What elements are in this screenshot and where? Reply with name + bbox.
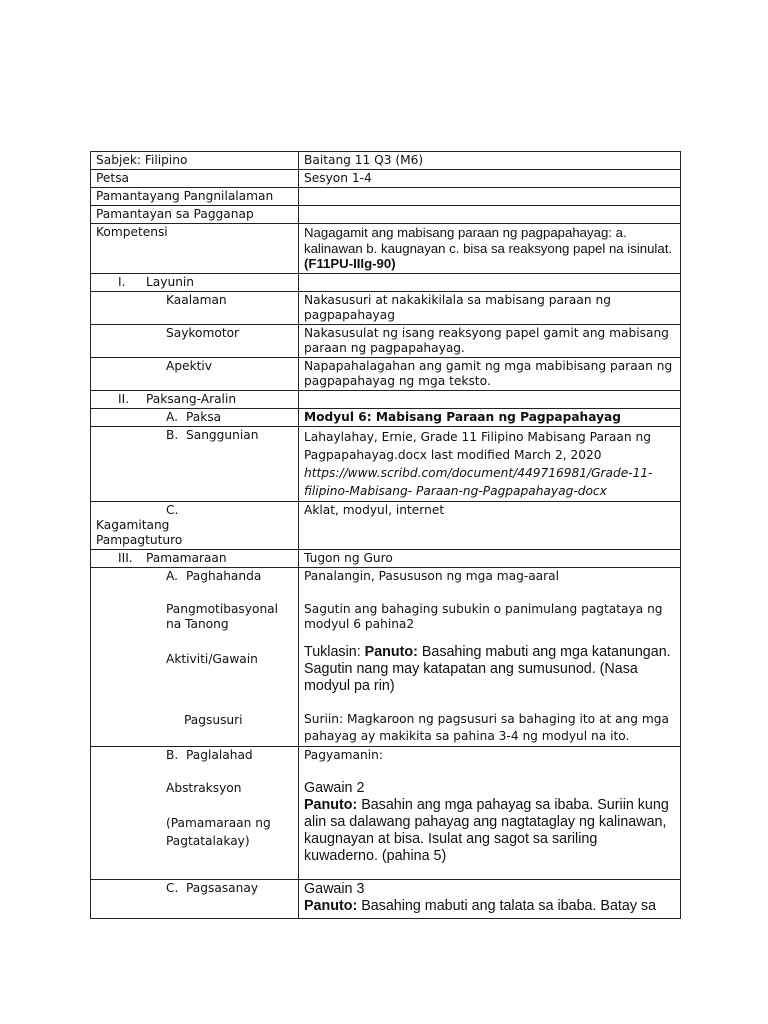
affective-text: Apektiv [166,358,213,373]
item-label: Pagsasanay [186,880,259,895]
task-3-title: Gawain 3 [304,880,365,897]
task-3-instruction [304,898,675,915]
reference-text: Lahaylahay, Ernie, Grade 11 Filipino Mabisang Paraan ng Pagpapahayag.docx last modified March 2, 2020 [304,429,651,462]
date-label: Petsa [91,170,299,188]
competency-code: (F11PU-IIIg-90) [304,256,396,271]
knowledge-text: Kaalaman [166,292,227,307]
table-row [91,390,681,408]
affective-value: Napapahalagahan ang gamit ng mga mabibisang paraan ng pagpapahayag ng mga teksto. [299,357,681,390]
table-row [91,879,681,918]
practice-cell [91,879,299,918]
item-label: Paksa [186,409,222,424]
task-2-body: Basahin ang mga pahayag sa ibaba. Suriin kung alin sa dalawang pahayag ang nagtataglay ng kalinawan, kaugnayan at bisa. Isulat ang sagot sa sariling kuwaderno. (pahina 5) [304,796,669,864]
grade-level: Baitang 11 Q3 (M6) [299,152,681,170]
materials-label [91,501,299,549]
reference-label [91,426,299,501]
empty-cell [299,273,681,291]
competency-label: Kompetensi [91,224,299,274]
enrich-label: Pagyamanin: [304,747,383,762]
table-row [91,291,681,324]
abstraction-label: Abstraksyon [166,780,242,795]
activity-label: Aktiviti/Gawain [166,651,258,666]
presentation-response [299,746,681,879]
section-label: Layunin [146,274,195,289]
activity-text [304,644,675,695]
content-standard-label: Pamantayang Pangnilalaman [91,188,299,206]
psychomotor-label [91,324,299,357]
section-numeral: II. [118,391,130,406]
teacher-response-heading: Tugon ng Guro [299,549,681,567]
psychomotor-value: Nakasusulat ng isang reaksyong papel gamit ang mabisang paraan ng pagpapahayag. [299,324,681,357]
table-row [91,567,681,746]
item-letter: B. [166,427,179,442]
activity-prefix: Tuklasin: [304,643,365,660]
objectives-heading [91,273,299,291]
performance-standard-label: Pamantayan sa Pagganap [91,206,299,224]
item-letter: B. [166,747,179,762]
item-label: Sanggunian [186,427,259,442]
subject-matter-heading [91,390,299,408]
performance-standard-value [299,206,681,224]
knowledge-value: Nakasusuri at nakakikilala sa mabisang paraan ng pagpapahayag [299,291,681,324]
section-numeral: III. [118,550,133,565]
reference-url[interactable]: https://www.scribd.com/document/449716981/Grade-11-filipino-Mabisang- Paraan-ng-Pagpapahayag-docx [304,465,653,498]
practice-response [299,879,681,918]
item-letter: C. [166,880,179,895]
motivation-text: Sagutin ang bahaging subukin o panimulang pagtataya ng modyul 6 pahina2 [304,601,663,631]
competency-text: Nagagamit ang mabisang paraan ng pagpapahayag: a. kalinawan b. kaugnayan c. bisa sa reaksyong papel na isinulat. [304,225,673,256]
subject-label: Sabjek: Filipino [91,152,299,170]
table-row [91,426,681,501]
task-3-body: Basahing mabuti ang talata sa ibaba. Batay sa [357,897,657,914]
instruction-label: Panuto: [304,796,358,813]
instruction-label: Panuto: [364,643,418,660]
topic-label [91,408,299,426]
procedure-heading [91,549,299,567]
section-label: Pamamaraan [146,550,227,565]
item-letter: C. [166,502,179,517]
preparation-cell [91,567,299,746]
table-row [91,746,681,879]
item-label: Paghahanda [186,568,262,583]
table-row [91,408,681,426]
materials-value: Aklat, modyul, internet [299,501,681,549]
item-label: Kagamitang Pampagtuturo [96,517,183,547]
table-row [91,152,681,170]
discussion-label: (Pamamaraan ng Pagtatalakay) [166,815,271,848]
session-value: Sesyon 1-4 [299,170,681,188]
section-label: Paksang-Aralin [146,391,237,406]
task-2-title: Gawain 2 [304,779,365,796]
psychomotor-text: Saykomotor [166,325,240,340]
table-row [91,170,681,188]
preparation-response [299,567,681,746]
empty-cell [299,390,681,408]
analysis-label: Pagsusuri [184,712,243,727]
topic-value: Modyul 6: Mabisang Paraan ng Pagpapahayag [299,408,681,426]
activity-body: Basahing mabuti ang mga katanungan. Sagutin nang may katapatan ang sumusunod. (Nasa modyul pa rin) [304,643,671,694]
task-2-instruction [304,797,675,865]
lesson-plan-table [90,151,681,919]
table-row [91,549,681,567]
content-standard-value [299,188,681,206]
knowledge-label [91,291,299,324]
item-label: Paglalahad [186,747,253,762]
table-row [91,501,681,549]
competency-value [299,224,681,274]
table-row [91,188,681,206]
item-letter: A. [166,568,178,583]
presentation-cell [91,746,299,879]
table-row [91,206,681,224]
section-numeral: I. [118,274,126,289]
item-letter: A. [166,409,178,424]
table-row [91,224,681,274]
analysis-text: Suriin: Magkaroon ng pagsusuri sa bahaging ito at ang mga pahayag ay makikita sa pahina 3-4 ng modyul na ito. [304,711,669,743]
affective-label [91,357,299,390]
table-row [91,273,681,291]
table-row [91,324,681,357]
reference-value [299,426,681,501]
table-row [91,357,681,390]
motivation-label: Pangmotibasyonal na Tanong [166,601,279,631]
prayer-text: Panalangin, Pasususon ng mga mag-aaral [304,568,560,583]
instruction-label: Panuto: [304,897,358,914]
